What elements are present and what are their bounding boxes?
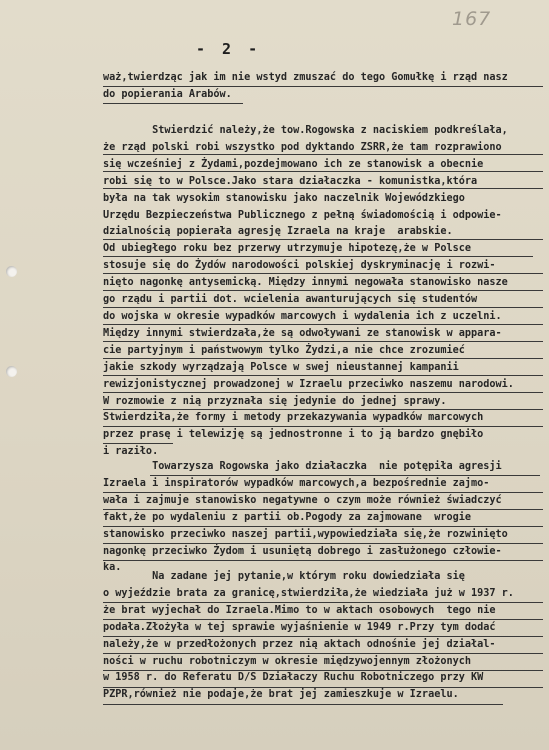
text-line: ności w ruchu robotniczym w okresie międzywojennym złożonych: [103, 655, 472, 667]
text-line: robi się to w Polsce.Jako stara działaczka - komunistka,która: [103, 175, 478, 187]
text-line: podała.Złożyła w tej sprawie wyjaśnienie w 1949 r.Przy tym dodać: [103, 621, 496, 633]
text-line: W rozmowie z nią przyznała się jedynie do jednej sprawy.: [103, 395, 447, 407]
text-line: należy,że w przedłożonych przez nią aktach odnośnie jej działal-: [103, 638, 496, 650]
page-number: - 2 -: [196, 40, 262, 58]
underline-mark: [103, 239, 543, 240]
underline-mark: [103, 509, 543, 510]
text-line: PZPR,również nie podaje,że brat jej zamieszkuje w Izraelu.: [103, 689, 459, 701]
underline-mark: [103, 171, 543, 172]
text-line: fakt,że po wydaleniu z partii ob.Pogody za zajmowane wrogie: [103, 511, 472, 523]
punch-hole-icon: [6, 366, 17, 377]
text-line: wała i zajmuje stanowisko negatywne o czym może również świadczyć: [103, 494, 502, 506]
paragraph-rogowska-statement: [103, 123, 543, 461]
underline-mark: [103, 704, 503, 705]
underline-mark: [103, 358, 543, 359]
underline-mark: [103, 392, 543, 393]
underline-mark: [103, 375, 543, 376]
text-line: Stwierdzić należy,że tow.Rogowska z naciskiem podkreślała,: [103, 125, 508, 136]
underline-mark: [103, 290, 543, 291]
text-line: o wyjeździe brata za granicę,stwierdziła,że wiedziała już w 1937 r.: [103, 587, 514, 599]
text-line: była na tak wysokim stanowisku jako naczelnik Wojewódzkiego: [103, 192, 465, 204]
underline-mark: [103, 341, 543, 342]
underline-mark: [103, 526, 543, 527]
text-line: że rząd polski robi wszystko pod dyktando ZSRR,że tam rozprawiono: [103, 141, 502, 153]
text-line: jakie szkody wyrządzają Polsce w swej nieustannej kampanii: [103, 361, 459, 373]
text-line: dzialnością popierała agresję Izraela na kraje arabskie.: [103, 226, 453, 238]
underline-mark: [103, 256, 533, 257]
text-line: nagonkę przeciwko Żydom i usuniętą dobrego i zasłużonego człowie-: [103, 545, 502, 557]
archive-folio-mark: 167: [452, 8, 492, 30]
text-line: ka.: [103, 562, 122, 574]
underline-mark: [103, 543, 543, 544]
text-line: do wojska w okresie wypadków marcowych i wydalenia ich z uczelni.: [103, 310, 502, 322]
text-line: Towarzysza Rogowska jako działaczka nie potępiła agresji: [103, 461, 502, 472]
text-line: cie partyjnym i państwowym tylko Żydzi,a nie chce zrozumieć: [103, 344, 465, 356]
underline-mark: [103, 619, 543, 620]
underline-mark: [103, 86, 543, 87]
underline-mark: [103, 273, 543, 274]
text-line: rewizjonistycznej prowadzonej w Izraelu przeciwko naszemu narodowi.: [103, 378, 514, 390]
underline-mark: [103, 653, 543, 654]
underline-mark: [103, 687, 543, 688]
underline-mark: [103, 154, 543, 155]
underline-mark: [103, 103, 243, 104]
text-line: się wcześniej z Żydami,pozdejmowano ich ze stanowisk a obecnie: [103, 158, 484, 170]
text-line: przez prasę i telewizję są jednostronne i to ją bardzo gnębiło: [103, 429, 484, 441]
underline-mark: [103, 670, 543, 671]
text-line: w 1958 r. do Referatu D/S Działaczy Ruchu Robotniczego przy KW: [103, 672, 484, 684]
underline-mark: [103, 307, 543, 308]
text-line: do popierania Arabów.: [103, 88, 232, 100]
text-line: i raziło.: [103, 446, 159, 458]
text-line: Od ubiegłego roku bez przerwy utrzymuje hipotezę,że w Polsce: [103, 243, 472, 255]
text-line: Na zadane jej pytanie,w którym roku dowiedziała się: [103, 571, 465, 582]
underline-mark: [103, 443, 173, 444]
punch-hole-icon: [6, 266, 17, 277]
text-line: go rządu i partii dot. wcielenia awanturujących się studentów: [103, 294, 478, 306]
underline-mark: [103, 602, 543, 603]
text-line: Urzędu Bezpieczeństwa Publicznego z pełną świadomością i odpowie-: [103, 209, 502, 221]
underline-mark: [103, 426, 543, 427]
text-line: waż,twierdząc jak im nie wstyd zmuszać do tego Gomułkę i rząd nasz: [103, 72, 508, 83]
underline-mark: [103, 492, 543, 493]
underline-mark: [103, 409, 543, 410]
text-line: Między innymi stwierdzała,że są odwoływani ze stanowisk w appara-: [103, 327, 502, 339]
text-line: Izraela i inspiratorów wypadków marcowych,a bezpośrednie zajmo-: [103, 477, 490, 489]
underline-mark: [103, 560, 543, 561]
text-line: Stwierdziła,że formy i metody przekazywania wypadków marcowych: [103, 412, 484, 424]
text-line: stosuje się do Żydów narodowości polskiej dyskryminację i rozwi-: [103, 260, 496, 272]
text-line: nięto nagonkę antysemicką. Między innymi negowała stanowisko nasze: [103, 277, 508, 289]
underline-mark: [103, 324, 543, 325]
underline-mark: [103, 188, 543, 189]
underline-mark: [103, 636, 543, 637]
text-line: stanowisko przeciwko naszej partii,wypowiedziała się,że rozwinięto: [103, 528, 508, 540]
text-line: że brat wyjechał do Izraela.Mimo to w aktach osobowych tego nie: [103, 604, 496, 616]
underline-mark: [150, 475, 540, 476]
